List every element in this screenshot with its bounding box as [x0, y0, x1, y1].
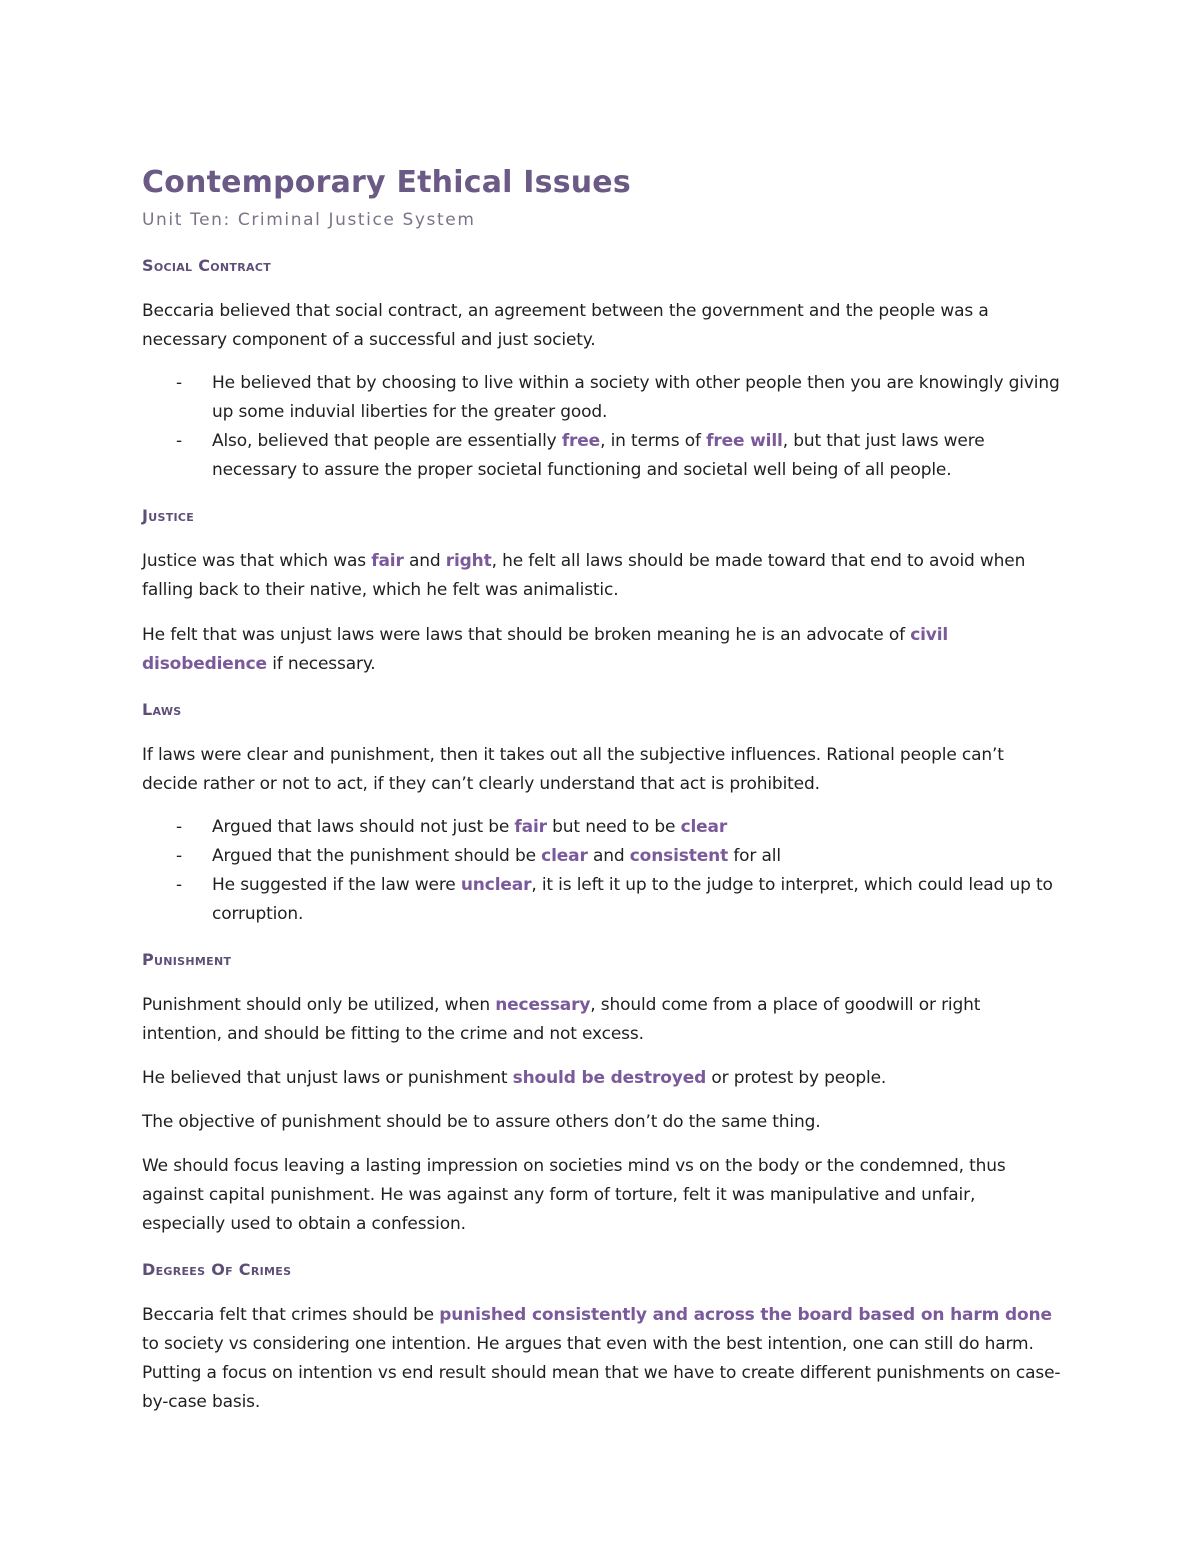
- bullet-dash: -: [176, 875, 182, 895]
- section-heading-social-contract: Social Contract: [142, 256, 271, 275]
- highlight-term: clear: [680, 817, 728, 837]
- punishment-paragraph-2: He believed that unjust laws or punishment should be destroyed or protest by people.: [142, 1068, 887, 1088]
- punishment-paragraph-4: We should focus leaving a lasting impression on societies mind vs on the body or the condemned, thus against capital punishment. He was against any form of torture, felt it was manipulative and unfair, especially used to obtain a confession.: [142, 1156, 1006, 1234]
- social-contract-paragraph: Beccaria believed that social contract, an agreement between the government and the people was a necessary component of a successful and just society.: [142, 301, 989, 350]
- degrees-paragraph: Beccaria felt that crimes should be punished consistently and across the board based on harm done to society vs considering one intention. He argues that even with the best intention, one can still do harm. Putting a focus on intention vs end result should mean that we have to create different punishments on case-by-case basis.: [142, 1305, 1061, 1412]
- bullet-dash: -: [176, 846, 182, 866]
- list-item: - Argued that laws should not just be fair but need to be clear: [142, 813, 1062, 842]
- highlight-term: consistent: [629, 846, 729, 866]
- justice-paragraph-1: Justice was that which was fair and right, he felt all laws should be made toward that end to avoid when falling back to their native, which he felt was animalistic.: [142, 551, 1026, 600]
- highlight-term: should be destroyed: [512, 1068, 707, 1088]
- highlight-term: punished consistently and across the board based on harm done: [439, 1305, 1052, 1325]
- highlight-term: right: [445, 551, 492, 571]
- highlight-term: unclear: [460, 875, 532, 895]
- highlight-term: fair: [514, 817, 547, 837]
- highlight-term: free will: [706, 431, 783, 451]
- highlight-term: clear: [541, 846, 588, 866]
- highlight-term: free: [561, 431, 601, 451]
- highlight-term: fair: [371, 551, 404, 571]
- highlight-term: civil disobedience: [142, 625, 949, 674]
- social-contract-list: [142, 369, 1062, 485]
- list-item: - He suggested if the law were unclear, it is left it up to the judge to interpret, which could lead up to corruption.: [142, 871, 1062, 929]
- section-heading-laws: Laws: [142, 700, 182, 719]
- punishment-paragraph-3: The objective of punishment should be to assure others don’t do the same thing.: [142, 1112, 821, 1132]
- bullet-dash: -: [176, 817, 182, 837]
- list-item: - He believed that by choosing to live within a society with other people then you are knowingly giving up some induvial liberties for the greater good.: [142, 369, 1062, 427]
- laws-paragraph: If laws were clear and punishment, then it takes out all the subjective influences. Rational people can’t decide rather or not to act, if they can’t clearly understand that act is prohibited.: [142, 745, 1004, 794]
- document-title: Contemporary Ethical Issues: [142, 165, 631, 200]
- document-page: [142, 163, 1062, 1417]
- section-heading-punishment: Punishment: [142, 950, 232, 969]
- list-item: - Also, believed that people are essentially free, in terms of free will, but that just laws were necessary to assure the proper societal functioning and societal well being of all people.: [142, 427, 1062, 485]
- justice-paragraph-2: He felt that was unjust laws were laws that should be broken meaning he is an advocate of civil disobedience if necessary.: [142, 625, 949, 674]
- bullet-dash: -: [176, 431, 182, 451]
- document-subtitle: Unit Ten: Criminal Justice System: [142, 210, 476, 230]
- laws-list: [142, 813, 1062, 929]
- section-heading-degrees-of-crimes: Degrees Of Crimes: [142, 1260, 292, 1279]
- section-heading-justice: Justice: [142, 506, 195, 525]
- list-item: - Argued that the punishment should be clear and consistent for all: [142, 842, 1062, 871]
- punishment-paragraph-1: Punishment should only be utilized, when necessary, should come from a place of goodwill or right intention, and should be fitting to the crime and not excess.: [142, 995, 981, 1044]
- highlight-term: necessary: [495, 995, 591, 1015]
- bullet-dash: -: [176, 373, 182, 393]
